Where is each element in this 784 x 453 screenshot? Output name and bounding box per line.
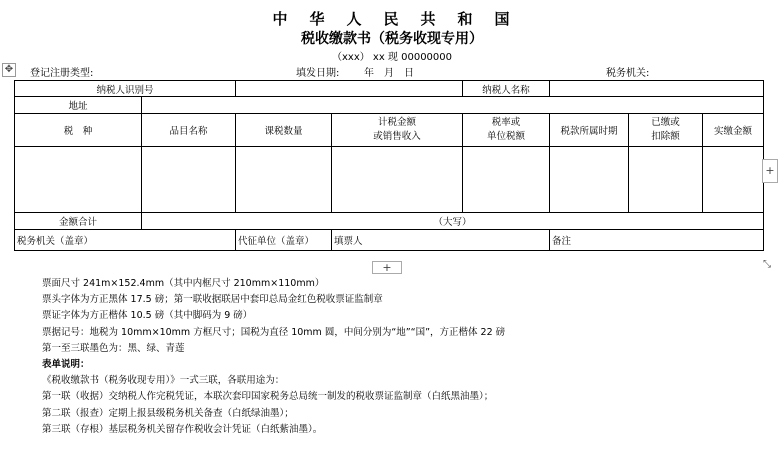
taxpayer-name-cell[interactable] xyxy=(550,81,764,97)
total-amount-label: 金额合计 xyxy=(15,213,142,230)
fill-date-value: 年 月 日 xyxy=(364,68,414,79)
add-row-icon[interactable]: + xyxy=(372,261,402,274)
header-tax-base-amount: 计税金额 或销售收入 xyxy=(332,114,463,147)
data-cell[interactable] xyxy=(15,147,142,213)
header-actual-amount: 实缴金额 xyxy=(703,114,764,147)
uppercase-amount-label: （大写） xyxy=(142,213,764,230)
note-line: 第一联（收据）交纳税人作完税凭证，本联次套印国家税务总局统一制发的税收票证监制章（白纸黑油墨）； xyxy=(42,391,494,403)
add-column-icon[interactable]: + xyxy=(762,159,778,183)
header-paid-deducted: 已缴或 扣除额 xyxy=(629,114,703,147)
note-line: 票面尺寸 241m×152.4mm（其中内框尺寸 210mm×110mm） xyxy=(42,278,325,289)
note-line: 《税收缴款书（税务收现专用）》一式三联，各联用途为： xyxy=(42,375,285,387)
note-line: 票据记号：地税为 10mm×10mm 方框尺寸；国税为直径 10mm 圆，中间分别为“地”“国”，方正楷体 22 磅 xyxy=(42,326,506,338)
table-row xyxy=(15,147,764,213)
header-item-name: 品目名称 xyxy=(142,114,236,147)
column-header-row xyxy=(15,114,764,147)
note-line: 第三联（存根）基层税务机关留存作税收会计凭证（白纸紫油墨）。 xyxy=(42,423,323,435)
remarks-label: 备注 xyxy=(550,230,764,251)
data-cell[interactable] xyxy=(629,147,703,213)
tax-office-stamp-label: 税务机关（盖章） xyxy=(15,230,236,251)
note-line: 第一至三联墨色为：黑、绿、青莲 xyxy=(42,342,185,354)
serial-number: （xxx） xx 现 00000000 xyxy=(331,52,453,63)
form-instructions-heading: 表单说明： xyxy=(42,359,90,371)
notes-section xyxy=(42,276,505,438)
document-title-top: 中华人民共和国 xyxy=(272,10,532,28)
taxpayer-name-label: 纳税人名称 xyxy=(463,81,550,97)
data-cell[interactable] xyxy=(463,147,550,213)
note-line: 票头字体为方正黑体 17.5 磅；第一联收据联居中套印总局金红色税收票证监制章 xyxy=(42,294,383,306)
data-cell[interactable] xyxy=(142,147,236,213)
agent-stamp-label: 代征单位（盖章） xyxy=(236,230,332,251)
data-cell[interactable] xyxy=(332,147,463,213)
address-cell[interactable] xyxy=(142,97,764,114)
reg-type-label: 登记注册类型: xyxy=(30,68,94,79)
taxpayer-id-cell[interactable] xyxy=(236,81,463,97)
header-tax-period: 税款所属时期 xyxy=(550,114,629,147)
tax-payment-form-table xyxy=(14,80,764,251)
address-label: 地址 xyxy=(15,97,142,114)
data-cell[interactable] xyxy=(550,147,629,213)
move-anchor-icon[interactable]: ✥ xyxy=(2,63,16,77)
note-line: 第二联（报查）定期上报县级税务机关备查（白纸绿油墨）； xyxy=(42,407,294,419)
resize-handle-icon[interactable]: ⤡ xyxy=(763,259,771,270)
data-cell[interactable] xyxy=(236,147,332,213)
header-taxable-quantity: 课税数量 xyxy=(236,114,332,147)
tax-office-label: 税务机关: xyxy=(606,68,650,79)
header-tax-type: 税 种 xyxy=(15,114,142,147)
note-line: 票证字体为方正楷体 10.5 磅（其中脚码为 9 磅） xyxy=(42,310,253,322)
taxpayer-id-label: 纳税人识别号 xyxy=(15,81,236,97)
header-tax-rate: 税率或 单位税额 xyxy=(463,114,550,147)
data-cell[interactable] xyxy=(703,147,764,213)
issuer-label: 填票人 xyxy=(332,230,550,251)
fill-date-label: 填发日期: xyxy=(296,68,340,79)
document-title: 税收缴款书（税务收现专用） xyxy=(301,31,483,47)
